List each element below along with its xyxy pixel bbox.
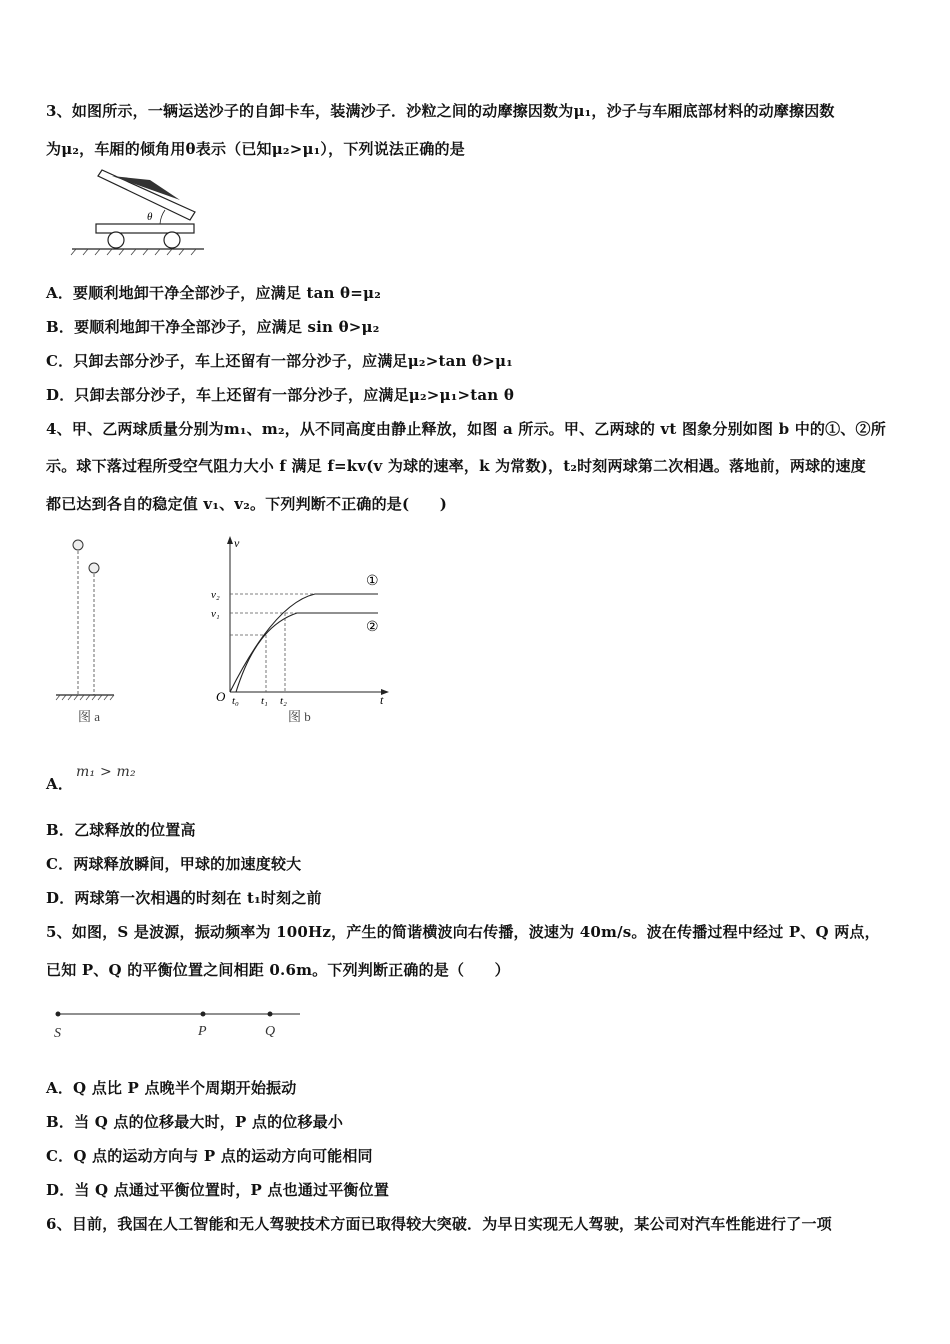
q4-figures [50,532,400,732]
label-p: P [198,1024,207,1039]
q3-stem-line-2: 为μ₂，车厢的倾角用θ表示（已知μ₂>μ₁），下列说法正确的是 [46,140,465,158]
q3-option-d[interactable]: D．只卸去部分沙子，车上还留有一部分沙子，应满足μ₂>μ₁>tan θ [46,386,515,404]
truck-wheel [108,232,124,248]
q3-stem-line-1: 3、如图所示，一辆运送沙子的自卸卡车，装满沙子．沙粒之间的动摩擦因数为μ₁，沙子与车厢底部材料的动摩擦因数 [46,102,835,120]
point-q [268,1012,273,1017]
point-p [201,1012,206,1017]
figure-b-caption: 图 b [288,709,311,724]
label-s: S [54,1026,61,1041]
tick-t1: t₁ [261,695,268,707]
q4-stem-line-2: 示。球下落过程所受空气阻力大小 f 满足 f=kv(v 为球的速率，k 为常数)，t₂时刻两球第二次相遇。落地前，两球的速度 [46,457,866,475]
q4-option-d[interactable]: D．两球第一次相遇的时刻在 t₁时刻之前 [46,889,322,907]
ball-jia [73,540,83,550]
curve-2-label: ② [366,620,379,635]
q3-option-b[interactable]: B．要顺利地卸干净全部沙子，应满足 sin θ>μ₂ [46,318,380,336]
t-axis-label: t [380,693,384,707]
ball-yi [89,563,99,573]
tick-v1: v₁ [211,608,220,620]
curve-1-label: ① [366,574,379,589]
curve-jia [230,594,378,692]
q4-option-a-prefix: A． [46,775,74,793]
tick-t2: t₂ [280,695,287,707]
truck-chassis [96,224,194,233]
q4-option-b[interactable]: B．乙球释放的位置高 [46,821,196,839]
q3-option-a[interactable]: A．要顺利地卸干净全部沙子，应满足 tan θ=μ₂ [46,284,381,302]
q5-option-b[interactable]: B．当 Q 点的位移最大时，P 点的位移最小 [46,1113,344,1131]
dump-truck-figure [68,168,208,258]
tick-v2: v₂ [211,589,220,601]
figure-a [56,540,114,724]
truck-wheel [164,232,180,248]
q3-option-c[interactable]: C．只卸去部分沙子，车上还留有一部分沙子，应满足μ₂>tan θ>μ₁ [46,352,513,370]
q4-option-a[interactable] [46,764,916,794]
v-axis-label: v [234,536,240,550]
q5-option-a[interactable]: A．Q 点比 P 点晚半个周期开始振动 [46,1079,297,1097]
wave-line-figure [48,1004,308,1044]
origin-label: O [216,689,226,704]
point-s [56,1012,61,1017]
curve-yi [236,613,378,692]
q4-stem-line-1: 4、甲、乙两球质量分别为m₁、m₂，从不同高度由静止释放，如图 a 所示。甲、乙两球的 vt 图象分别如图 b 中的①、②所 [46,420,886,438]
q5-option-c[interactable]: C．Q 点的运动方向与 P 点的运动方向可能相同 [46,1147,373,1165]
figure-b [211,536,389,724]
figure-a-caption: 图 a [78,709,101,724]
theta-label: θ [147,211,153,223]
q4-stem-line-3: 都已达到各自的稳定值 v₁、v₂。下列判断不正确的是( ) [46,495,447,513]
q5-stem-line-1: 5、如图，S 是波源，振动频率为 100Hz，产生的简谐横波向右传播，波速为 40m/s。波在传播过程中经过 P、Q 两点， [46,923,880,941]
q6-stem-line-1: 6、目前，我国在人工智能和无人驾驶技术方面已取得较大突破．为早日实现无人驾驶，某公司对汽车性能进行了一项 [46,1215,832,1233]
q4-option-a-formula: m₁ > m₂ [76,764,136,780]
tick-t0: t₀ [232,695,239,707]
q5-option-d[interactable]: D．当 Q 点通过平衡位置时，P 点也通过平衡位置 [46,1181,390,1199]
label-q: Q [265,1024,276,1039]
q4-option-c[interactable]: C．两球释放瞬间，甲球的加速度较大 [46,855,302,873]
q5-stem-line-2: 已知 P、Q 的平衡位置之间相距 0.6m。下列判断正确的是（ ） [46,961,510,979]
